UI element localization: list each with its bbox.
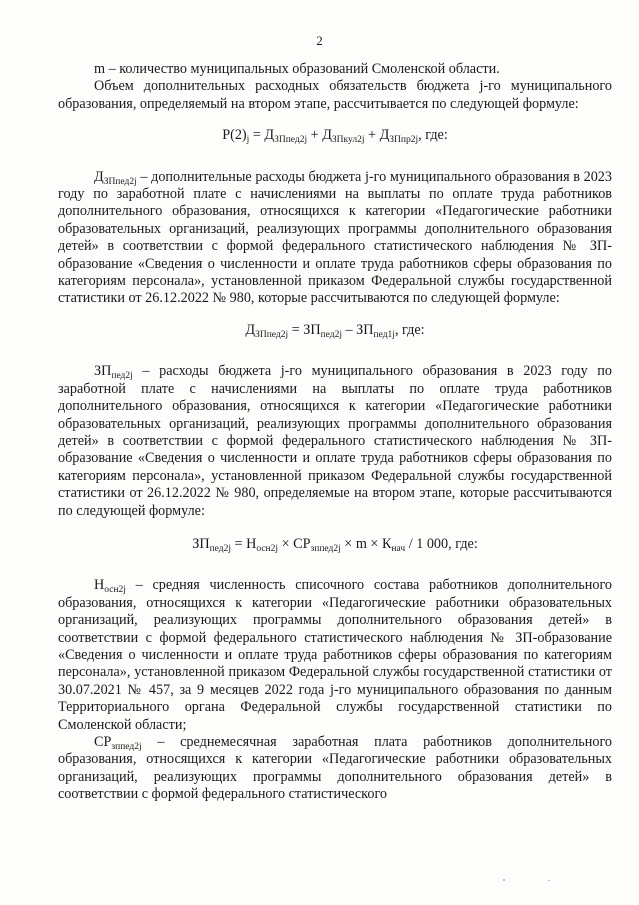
paragraph-d-definition: $Д_{ЗПпед2j}$ – дополнительные расходы бюджета j-го муниципального образования в 2023 году по заработной плате с начислениями на выплаты по оплате труда работников дополнительного образования, относящихся к категории «Педагогические работники образовательных организаций, реализующих программы дополнительного образования детей» в соответствии с формой федерального статистического наблюдения № ЗП-образование «Сведения о численности и оплате труда работников сферы образования по категориям персонала», установленной приказом Федеральной службы государственной статистики от 26.12.2022 № 980, которые рассчитываются по следующей формуле: xyxy=(58,168,612,307)
formula-p2: $P(2)_j = Д_{ЗПпед2j} + Д_{ЗПкул2j} + Д_{ЗПпр2j}$, где: xyxy=(222,127,448,146)
paragraph-m-definition: m – количество муниципальных образований Смоленской области. xyxy=(94,61,500,77)
page-number: 2 xyxy=(316,33,323,48)
document-body xyxy=(58,61,612,804)
formula-d-zp: $Д_{ЗПпед2j} = ЗП_{пед2j} - ЗП_{пед1j}$, где: xyxy=(245,321,425,340)
formula-zp: $ЗП_{пед2j} = Н_{осн2j} \times СР_{зппед2j} \times m \times К_{нач} / 1$ 000, где: xyxy=(192,535,478,554)
paragraph-sr-definition: $СР_{зппед2j}$ – среднемесячная заработная плата работников дополнительного образования, относящихся к категории «Педагогические работники образовательных организаций, реализующих программы дополнительного образования детей» в соответствии с формой федерального статистического xyxy=(58,734,613,803)
paragraph-n-definition: $Н_{осн2j}$ – средняя численность списочного состава работников дополнительного образования, относящихся к категории «Педагогические работники образовательных организаций, реализующих программы дополнительного образования детей» в соответствии с формой федерального статистического наблюдения № ЗП-образование «Сведения о численности и оплате труда работников сферы образования по категориям персонала», установленной приказом Федеральной службы государственной статистики от 30.07.2021 № 457, за 9 месяцев 2022 года j-го муниципального образования по данным Территориального органа Федеральной службы государственной статистики по Смоленской области; xyxy=(58,577,613,733)
scan-speck xyxy=(548,880,550,881)
scan-speck xyxy=(503,879,505,881)
paragraph-volume: Объем дополнительных расходных обязательств бюджета j-го муниципального образования, определяемый на втором этапе, рассчитывается по следующей формуле: xyxy=(58,78,612,112)
paragraph-zp-definition: $ЗП_{пед2j}$ – расходы бюджета j-го муниципального образования в 2023 году по заработной плате с начислениями на выплаты по оплате труда работников дополнительного образования, относящихся к категории «Педагогические работники образовательных организаций, реализующих программы дополнительного образования детей» в соответствии с формой федерального статистического наблюдения № ЗП-образование «Сведения о численности и оплате труда работников сферы образования по категориям персонала», установленной приказом Федеральной службы государственной статистики от 26.12.2022 № 980, определяемые на втором этапе, которые рассчитываются по следующей формуле: xyxy=(58,363,612,519)
